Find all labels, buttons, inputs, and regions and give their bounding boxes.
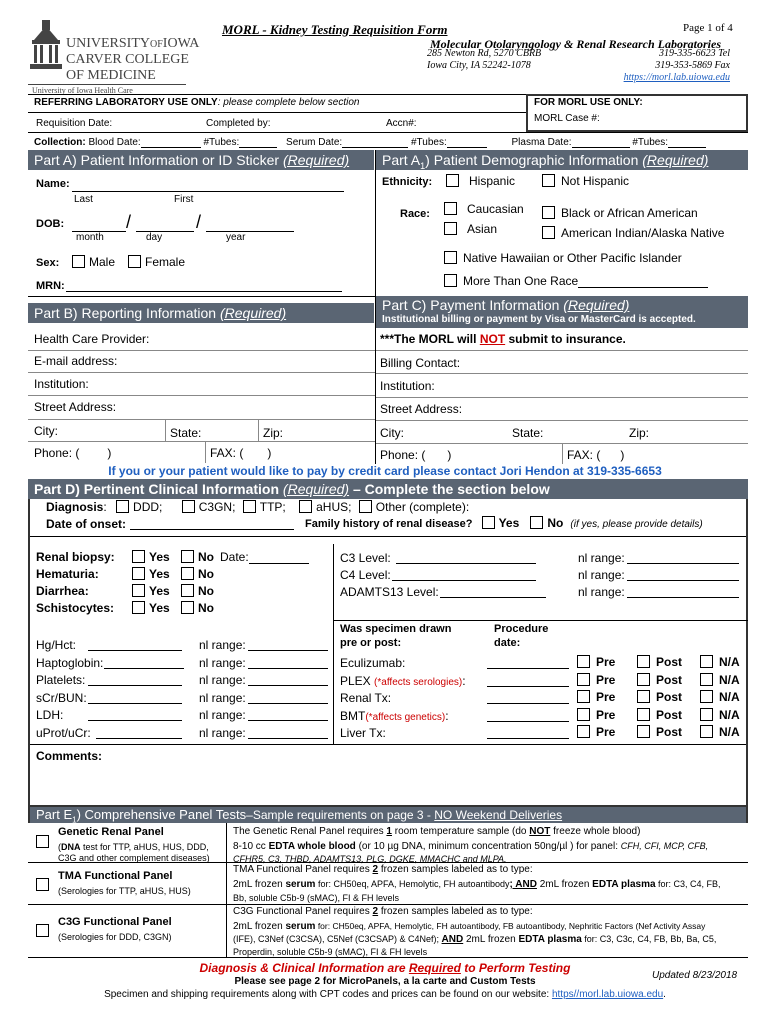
not-hispanic-label: Not Hispanic <box>561 174 630 188</box>
b-state-label[interactable]: State: <box>170 426 202 440</box>
completed-by-label[interactable]: Completed by: <box>206 118 271 129</box>
diagnosis-label: Diagnosis <box>46 500 104 514</box>
lab-nl-label[interactable]: nl range: <box>199 655 246 670</box>
diarrhea-yes-label: Yes <box>149 584 170 598</box>
lab-nl-field[interactable] <box>248 638 328 651</box>
na-checkbox[interactable] <box>700 725 713 738</box>
c-fax-label[interactable]: FAX: ( <box>567 448 601 462</box>
referring-note: : please complete below section <box>217 97 360 108</box>
pre-label: Pre <box>596 725 616 739</box>
lab-nl-field[interactable] <box>248 726 328 739</box>
last-label: Last <box>74 194 93 205</box>
pre-checkbox[interactable] <box>577 673 590 686</box>
hematuria-no-label: No <box>198 567 214 581</box>
c3g-panel-checkbox[interactable] <box>36 924 49 937</box>
c3gn-label: C3GN; <box>198 500 236 514</box>
c4-nl-label[interactable]: nl range: <box>578 568 625 582</box>
renal-biopsy-label: Renal biopsy: <box>36 550 115 564</box>
pre-checkbox[interactable] <box>577 655 590 668</box>
part-c-header: Part C) Payment Information (Required) Institutional billing or payment by Visa or MasterCard is accepted. <box>376 296 748 328</box>
post-label: Post <box>656 655 683 669</box>
procedure-date-field[interactable] <box>487 691 569 704</box>
ddd-checkbox[interactable] <box>116 500 129 513</box>
hematuria-yes-label: Yes <box>149 567 170 581</box>
pre-checkbox[interactable] <box>577 690 590 703</box>
male-checkbox[interactable] <box>72 255 85 268</box>
logo-text-3: OF MEDICINE <box>66 68 156 83</box>
schistocytes-yes-checkbox[interactable] <box>132 601 145 614</box>
family-no-checkbox[interactable] <box>530 516 543 529</box>
pre-label: Pre <box>596 672 616 687</box>
footer-line-1a: Diagnosis & Clinical Information are <box>199 961 409 975</box>
sex-label: Sex: <box>36 257 60 269</box>
lab-label[interactable]: uProt/uCr: <box>36 725 91 740</box>
b-fax-label[interactable]: FAX: ( <box>210 446 244 460</box>
ahus-label: aHUS; <box>316 500 352 514</box>
schistocytes-no-label: No <box>198 601 214 615</box>
asian-checkbox[interactable] <box>444 222 457 235</box>
post-checkbox[interactable] <box>637 725 650 738</box>
lab-nl-label[interactable]: nl range: <box>199 690 246 705</box>
lab-label[interactable]: sCr/BUN: <box>36 690 87 705</box>
footer-line-3: Specimen and shipping requirements along with CPT codes and prices can be found on our website: <box>104 989 552 1000</box>
more-race-field[interactable] <box>578 276 708 288</box>
footer-line-2: Please see page 2 for MicroPanels, a la carte and Custom Tests <box>234 976 536 987</box>
logo: UNIVERSITYOFIOWA CARVER COLLEGE OF MEDICINE University of Iowa Health Care <box>28 16 188 94</box>
black-checkbox[interactable] <box>542 206 555 219</box>
plasma-tubes-label[interactable]: #Tubes: <box>632 137 669 148</box>
treatment-label: BMT(*affects genetics): <box>340 708 449 723</box>
b-city-label[interactable]: City: <box>34 424 58 438</box>
referring-title: REFERRING LABORATORY USE ONLY <box>34 97 218 108</box>
footer-website-link[interactable]: https//morl.lab.uiowa.edu <box>551 989 664 1000</box>
post-checkbox[interactable] <box>637 655 650 668</box>
na-label: N/A <box>719 707 740 722</box>
hematuria-no-checkbox[interactable] <box>181 567 194 580</box>
month-label: month <box>76 232 104 243</box>
credit-card-note: If you or your patient would like to pay by credit card please contact Jori Hendon at 319-335-6653 <box>108 464 662 478</box>
c-city-label[interactable]: City: <box>380 426 404 440</box>
pre-label: Pre <box>596 707 616 722</box>
na-checkbox[interactable] <box>700 655 713 668</box>
b-phone-label[interactable]: Phone: ( <box>34 446 80 460</box>
lab-label[interactable]: Hg/Hct: <box>36 638 77 652</box>
address-line-2: 285 Newton Rd, 5270 CBRB <box>427 48 542 59</box>
plasma-date-label[interactable]: Plasma Date: <box>511 137 572 148</box>
b-street-label[interactable]: Street Address: <box>34 400 117 414</box>
lab-nl-field[interactable] <box>248 708 328 721</box>
part-a1-header: Part $A_1$) Patient Demographic Information (Required) <box>376 150 748 170</box>
lab-fax: 319-353-5869 Fax <box>655 60 730 71</box>
adamts-nl-label[interactable]: nl range: <box>578 585 625 599</box>
logo-text-2: CARVER COLLEGE <box>66 52 189 67</box>
schistocytes-yes-label: Yes <box>149 601 170 615</box>
tma-panel-sub: (Serologies for TTP, aHUS, HUS) <box>58 886 191 896</box>
capitol-icon <box>28 18 64 76</box>
female-label: Female <box>145 255 186 269</box>
family-yes-label: Yes <box>498 516 520 530</box>
na-checkbox[interactable] <box>700 708 713 721</box>
diarrhea-no-label: No <box>198 584 214 598</box>
genetic-panel-name: Genetic Renal Panel <box>58 826 164 838</box>
post-checkbox[interactable] <box>637 673 650 686</box>
lab-value-field[interactable] <box>88 708 182 721</box>
lab-nl-label[interactable]: nl range: <box>199 708 246 722</box>
c3g-panel-name: C3G Functional Panel <box>58 916 172 928</box>
collection-label: Collection: <box>34 137 86 148</box>
na-label: N/A <box>719 725 740 739</box>
insurance-note-a: ***The MORL will <box>380 332 477 346</box>
form-title: MORL - Kidney Testing Requisition Form <box>222 22 448 37</box>
biopsy-date-label[interactable]: Date: <box>220 550 249 564</box>
procedure-date-field[interactable] <box>487 656 569 669</box>
billing-contact-label[interactable]: Billing Contact: <box>380 356 461 370</box>
comments-label[interactable]: Comments: <box>36 749 103 763</box>
treatment-label: Renal Tx: <box>340 691 392 705</box>
lab-nl-field[interactable] <box>248 673 328 686</box>
part-e-header: Part $E_1$) Comprehensive Panel Tests–Sample requirements on page 3 - NO Weekend Deliveries <box>28 807 748 823</box>
family-no-label: No <box>547 516 564 530</box>
dob-day-field[interactable] <box>136 218 194 232</box>
post-checkbox[interactable] <box>637 708 650 721</box>
morl-case-label: MORL Case #: <box>534 113 600 124</box>
post-label: Post <box>656 707 683 722</box>
family-history-label: Family history of renal disease? <box>305 518 473 530</box>
ttp-label: TTP; <box>259 500 286 514</box>
female-checkbox[interactable] <box>128 255 141 268</box>
name-field[interactable] <box>72 178 344 192</box>
other-checkbox[interactable] <box>359 500 372 513</box>
black-label: Black or African American <box>561 206 698 220</box>
amind-checkbox[interactable] <box>542 226 555 239</box>
c3g-panel-sub: (Serologies for DDD, C3GN) <box>58 932 172 942</box>
diarrhea-no-checkbox[interactable] <box>181 584 194 597</box>
renal-biopsy-no-label: No <box>198 550 214 564</box>
address-line-3: Iowa City, IA 52242-1078 <box>427 60 531 71</box>
ttp-checkbox[interactable] <box>243 500 256 513</box>
insurance-note-b: submit to insurance. <box>508 332 626 346</box>
year-label: year <box>226 232 246 243</box>
lab-value-field[interactable] <box>104 656 184 669</box>
hispanic-checkbox[interactable] <box>446 174 459 187</box>
updated-date: Updated 8/23/2018 <box>652 970 738 981</box>
procedure-date-field[interactable] <box>487 674 569 687</box>
pre-checkbox[interactable] <box>577 725 590 738</box>
post-checkbox[interactable] <box>637 690 650 703</box>
treatment-label: Liver Tx: <box>340 726 386 740</box>
c-zip-label[interactable]: Zip: <box>629 426 650 440</box>
drawn-label: Was specimen drawn pre or post: <box>340 623 452 649</box>
na-checkbox[interactable] <box>700 690 713 703</box>
dob-year-field[interactable] <box>206 218 294 232</box>
pre-label: Pre <box>596 690 616 704</box>
hispanic-label: Hispanic <box>469 174 516 188</box>
na-label: N/A <box>719 690 740 704</box>
c-street-label[interactable]: Street Address: <box>380 402 463 416</box>
asian-label: Asian <box>467 222 498 236</box>
diarrhea-label: Diarrhea: <box>36 584 89 598</box>
page-number: Page 1 of 4 <box>683 22 733 34</box>
caucasian-checkbox[interactable] <box>444 202 457 215</box>
insurance-not: NOT <box>479 332 506 346</box>
lab-value-field[interactable] <box>88 673 182 686</box>
ethnicity-label: Ethnicity: <box>382 176 433 188</box>
lab-name: Molecular Otolaryngology & Renal Research Laboratories <box>430 37 721 51</box>
adamts-level-label[interactable]: ADAMTS13 Level: <box>340 585 439 599</box>
lab-nl-label[interactable]: nl range: <box>199 673 246 687</box>
mrn-label: MRN: <box>36 280 65 292</box>
amind-label: American Indian/Alaska Native <box>561 226 725 240</box>
serum-tubes-label[interactable]: #Tubes: <box>410 137 447 148</box>
part-a-header: Part A) Patient Information or ID Sticker (Required) <box>28 150 374 170</box>
lab-nl-label[interactable]: nl range: <box>199 638 246 652</box>
day-label: day <box>146 232 163 243</box>
onset-label: Date of onset: <box>46 517 127 531</box>
first-label: First <box>174 194 194 205</box>
lab-nl-field[interactable] <box>248 656 328 669</box>
b-institution-label[interactable]: Institution: <box>34 377 89 391</box>
treatment-label: Eculizumab: <box>340 656 406 670</box>
logo-text-1: UNIVERSITY <box>66 36 150 51</box>
blood-tubes-label[interactable]: #Tubes: <box>203 137 240 148</box>
c3gn-checkbox[interactable] <box>182 500 195 513</box>
pre-checkbox[interactable] <box>577 708 590 721</box>
renal-biopsy-yes-label: Yes <box>149 550 170 564</box>
not-hispanic-checkbox[interactable] <box>542 174 555 187</box>
b-zip-label[interactable]: Zip: <box>263 426 284 440</box>
post-label: Post <box>656 672 683 687</box>
lab-label[interactable]: Platelets: <box>36 673 86 687</box>
onset-field[interactable] <box>130 516 294 530</box>
hematuria-yes-checkbox[interactable] <box>132 567 145 580</box>
if-yes-note: (if yes, please provide details) <box>570 519 703 530</box>
tma-panel-checkbox[interactable] <box>36 878 49 891</box>
na-label: N/A <box>719 672 740 687</box>
c3-level-label[interactable]: C3 Level: <box>340 551 391 565</box>
serum-date-label[interactable]: Serum Date: <box>286 137 343 148</box>
name-label: Name: <box>36 178 70 190</box>
part-b-header: Part B) Reporting Information (Required) <box>28 303 374 323</box>
hcp-label[interactable]: Health Care Provider: <box>34 332 150 346</box>
requisition-date-label[interactable]: Requisition Date: <box>36 118 113 129</box>
tma-panel-name: TMA Functional Panel <box>58 870 173 882</box>
footer-line-1c: to Perform Testing <box>460 961 571 975</box>
more-race-checkbox[interactable] <box>444 274 457 287</box>
lab-value-field[interactable] <box>88 638 182 651</box>
dob-month-field[interactable] <box>72 218 126 232</box>
lab-value-field[interactable] <box>96 726 182 739</box>
c-institution-label[interactable]: Institution: <box>380 379 435 393</box>
c3-nl-label[interactable]: nl range: <box>578 551 625 565</box>
procedure-label: Procedure date: <box>494 623 549 649</box>
footer-required: Required <box>408 961 461 975</box>
ahus-checkbox[interactable] <box>299 500 312 513</box>
dob-label: DOB: <box>36 218 65 230</box>
post-label: Post <box>656 690 683 704</box>
treatment-label: PLEX (*affects serologies): <box>340 673 466 688</box>
c-state-label[interactable]: State: <box>512 426 544 440</box>
hematuria-label: Hematuria: <box>36 567 99 581</box>
race-label: Race: <box>400 208 430 220</box>
email-label[interactable]: E-mail address: <box>34 354 118 368</box>
renal-biopsy-no-checkbox[interactable] <box>181 550 194 563</box>
na-checkbox[interactable] <box>700 673 713 686</box>
lab-value-field[interactable] <box>88 691 182 704</box>
na-label: N/A <box>719 655 740 669</box>
lab-tel: 319-335-6623 Tel <box>658 48 730 59</box>
other-label: Other (complete): <box>375 500 470 514</box>
family-yes-checkbox[interactable] <box>482 516 495 529</box>
logo-text-4: University of Iowa Health Care <box>32 86 133 95</box>
ddd-label: DDD; <box>133 500 163 514</box>
more-race-label: More Than One Race <box>463 274 579 288</box>
schistocytes-no-checkbox[interactable] <box>181 601 194 614</box>
lab-label[interactable]: LDH: <box>36 708 64 722</box>
lab-label[interactable]: Haptoglobin: <box>36 655 104 670</box>
pre-label: Pre <box>596 655 616 669</box>
diarrhea-yes-checkbox[interactable] <box>132 584 145 597</box>
c4-level-label[interactable]: C4 Level: <box>340 568 391 582</box>
blood-date-label[interactable]: Blood Date: <box>88 137 141 148</box>
part-d-header: Part D) Pertinent Clinical Information (Required) – Complete the section below <box>28 479 748 499</box>
genetic-panel-checkbox[interactable] <box>36 835 49 848</box>
schistocytes-label: Schistocytes: <box>36 601 115 615</box>
caucasian-label: Caucasian <box>467 202 524 216</box>
accn-label[interactable]: Accn#: <box>386 118 417 129</box>
nhpi-label: Native Hawaiian or Other Pacific Islander <box>463 251 682 265</box>
c-phone-label[interactable]: Phone: ( <box>380 448 426 462</box>
biopsy-date-field[interactable] <box>249 552 309 564</box>
procedure-date-field[interactable] <box>487 726 569 739</box>
lab-url[interactable]: https://morl.lab.uiowa.edu <box>623 72 730 83</box>
renal-biopsy-yes-checkbox[interactable] <box>132 550 145 563</box>
male-label: Male <box>89 255 116 269</box>
post-label: Post <box>656 725 683 739</box>
lab-nl-field[interactable] <box>248 691 328 704</box>
lab-nl-label[interactable]: nl range: <box>199 725 246 740</box>
morl-use-title: FOR MORL USE ONLY: <box>534 97 643 108</box>
nhpi-checkbox[interactable] <box>444 251 457 264</box>
procedure-date-field[interactable] <box>487 709 569 722</box>
mrn-field[interactable] <box>66 278 342 292</box>
